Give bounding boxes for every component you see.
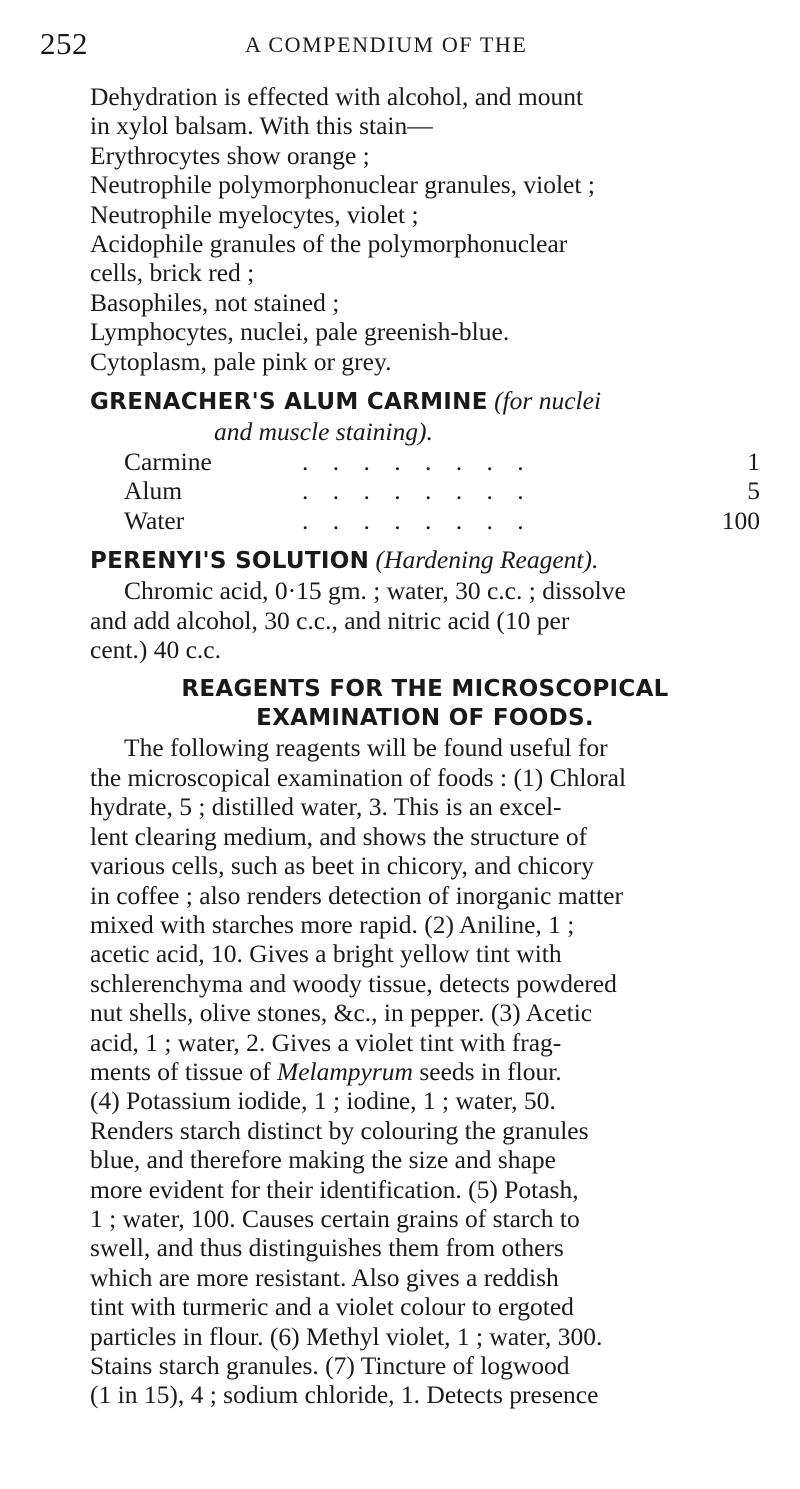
text-line: tint with turmeric and a violet colour to ergoted [90,1292,574,1322]
giemsa-section [90,82,760,376]
page-body [90,82,760,1410]
ingredient-quantity: 100 [721,505,760,535]
ingredient-name: Water [124,505,185,535]
text-line: mixed with starches more rapid. (2) Aniline, 1 ; [90,909,575,939]
text-line: Acidophile granules of the polymorphonuclear [90,229,568,259]
text-line: Renders starch distinct by colouring the granules [90,1115,589,1145]
running-header [40,26,750,66]
grenacher-heading-line [90,386,760,417]
text-line: the microscopical examination of foods : (1) Chloral [90,762,627,792]
leader-dots: . . . . . . . . [302,476,533,506]
ingredient-name: Alum [124,476,183,506]
text-line: cent.) 40 c.c. [90,635,221,665]
text-line: schlerenchyma and woody tissue, detects powdered [90,968,617,998]
spacer [90,535,760,545]
leader-dots: . . . . . . . . [302,505,533,535]
text-line: (1 in 15), 4 ; sodium chloride, 1. Detects presence [90,1380,599,1410]
grenacher-subtitle-line [90,417,760,446]
foods-section [90,675,760,1410]
perenyi-heading-line [90,545,760,576]
text-line: in xylol balsam. With this stain— [90,111,433,141]
ingredient-row [90,447,760,476]
section-subtitle: (for nuclei [494,386,602,416]
text-line: lent clearing medium, and shows the structure of [90,821,588,851]
text-line: in coffee ; also renders detection of inorganic matter [90,880,623,910]
text-line: Neutrophile myelocytes, violet ; [90,199,419,229]
grenacher-section [90,386,760,535]
text-line: Neutrophile polymorphonuclear granules, violet ; [90,170,595,200]
text-line: Dehydration is effected with alcohol, and mount [90,82,584,111]
text-line: various cells, such as beet in chicory, and chicory [90,851,594,881]
text-line: ments of tissue of Melampyrum seeds in flour. [90,1056,562,1086]
ingredient-row [90,476,760,505]
text-line: blue, and therefore making the size and shape [90,1145,556,1175]
text-line: cells, brick red ; [90,258,255,288]
spacer [90,376,760,386]
perenyi-section [90,545,760,665]
text-line: and add alcohol, 30 c.c., and nitric acid (10 per [90,605,570,635]
spacer [90,665,760,675]
section-heading: PERENYI'S SOLUTION [90,548,370,575]
ingredient-quantity: 5 [747,476,760,506]
species-name: Melampyrum [276,1056,413,1086]
running-title: A COMPENDIUM OF THE [245,32,528,57]
text-line: which are more resistant. Also gives a reddish [90,1262,559,1292]
text-line: Stains starch granules. (7) Tincture of logwood [90,1351,570,1381]
text-line: Chromic acid, 0·15 gm. ; water, 30 c.c. ; dissolve [124,576,626,606]
text-line: (4) Potassium iodide, 1 ; iodine, 1 ; water, 50. [90,1086,556,1116]
text-line: Basophiles, not stained ; [90,287,340,317]
section-heading-cont: EXAMINATION OF FOODS. [256,705,594,732]
text-line: hydrate, 5 ; distilled water, 3. This is an excel- [90,792,562,822]
section-subtitle: (Hardening Reagent). [375,545,599,575]
page-number: 252 [40,26,88,61]
text-line: 1 ; water, 100. Causes certain grains of starch to [90,1203,580,1233]
text-line: more evident for their identification. (5) Potash, [90,1174,579,1204]
text-line: acetic acid, 10. Gives a bright yellow tint with [90,939,562,969]
text-line: Erythrocytes show orange ; [90,140,370,170]
section-heading: REAGENTS FOR THE MICROSCOPICAL [181,675,669,702]
text-line: acid, 1 ; water, 2. Gives a violet tint with frag- [90,1027,562,1057]
leader-dots: . . . . . . . . [302,446,533,476]
text-line: The following reagents will be found useful for [124,733,608,763]
ingredient-name: Carmine [124,446,212,476]
ingredient-quantity: 1 [747,446,760,476]
text-line: Lymphocytes, nuclei, pale greenish-blue. [90,317,510,347]
section-heading: GRENACHER'S ALUM CARMINE [90,389,488,416]
text-line: Cytoplasm, pale pink or grey. [90,346,392,376]
ingredient-row [90,506,760,535]
text-line: nut shells, olive stones, &c., in pepper. (3) Acetic [90,998,593,1028]
text-line: particles in flour. (6) Methyl violet, 1 ; water, 300. [90,1321,603,1351]
section-subtitle-cont: and muscle staining). [214,417,433,447]
text-line: swell, and thus distinguishes them from others [90,1233,564,1263]
